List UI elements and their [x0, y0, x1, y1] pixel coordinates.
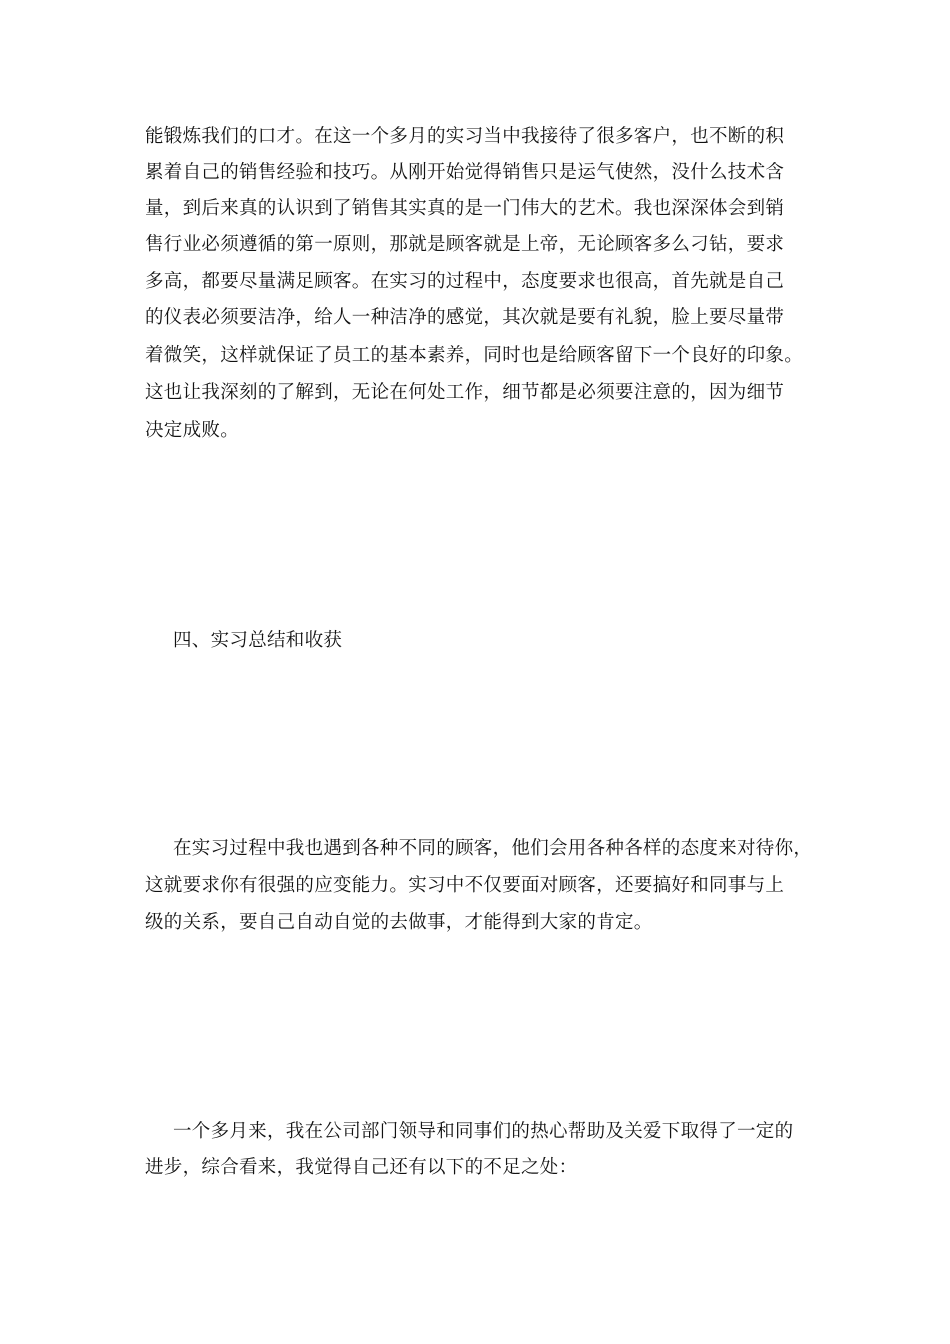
- paragraph-line: 进步，综合看来，我觉得自己还有以下的不足之处：: [145, 1157, 578, 1178]
- paragraph-line: 累着自己的销售经验和技巧。从刚开始觉得销售只是运气使然，没什么技术含: [145, 162, 785, 183]
- paragraph-line: 决定成败。: [145, 420, 240, 441]
- paragraph-line: 级的关系，要自己自动自觉的去做事，才能得到大家的肯定。: [145, 912, 653, 933]
- paragraph-line: 一个多月来，我在公司部门领导和同事们的热心帮助及关爱下取得了一定的: [173, 1121, 794, 1142]
- paragraph-line: 售行业必须遵循的第一原则，那就是顾客就是上帝，无论顾客多么刁钻，要求: [145, 234, 785, 255]
- paragraph-line: 这也让我深刻的了解到，无论在何处工作，细节都是必须要注意的，因为细节: [145, 382, 785, 403]
- paragraph-line: 量，到后来真的认识到了销售其实真的是一门伟大的艺术。我也深深体会到销: [145, 198, 785, 219]
- paragraph-line: 能锻炼我们的口才。在这一个多月的实习当中我接待了很多客户，也不断的积: [145, 126, 785, 147]
- paragraph-line: 的仪表必须要洁净，给人一种洁净的感觉，其次就是要有礼貌，脸上要尽量带: [145, 307, 785, 328]
- paragraph-line: 多高，都要尽量满足顾客。在实习的过程中，态度要求也很高，首先就是自己: [145, 271, 785, 292]
- paragraph-line: 在实习过程中我也遇到各种不同的顾客，他们会用各种各样的态度来对待你，: [173, 838, 813, 859]
- paragraph-line: 这就要求你有很强的应变能力。实习中不仅要面对顾客，还要搞好和同事与上: [145, 875, 785, 896]
- paragraph-line: 着微笑，这样就保证了员工的基本素养，同时也是给顾客留下一个良好的印象。: [145, 345, 804, 366]
- section-heading: 四、实习总结和收获: [173, 630, 343, 651]
